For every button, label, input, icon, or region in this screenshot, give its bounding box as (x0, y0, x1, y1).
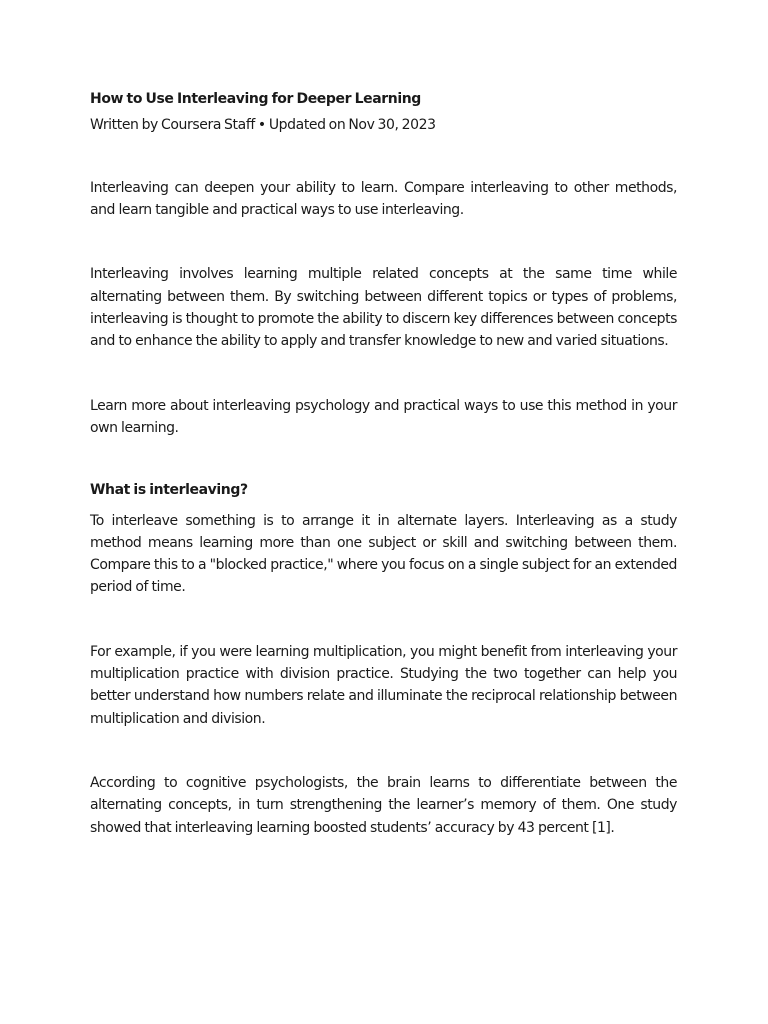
paragraph-2: Learn more about interleaving psychology and practical ways to use this method in your own learning. (90, 397, 677, 436)
document-page (90, 88, 677, 839)
paragraph-3: To interleave something is to arrange it in alternate layers. Interleaving as a study method means learning more than one subject or skill and switching between them. Compare this to a "blocked practice," where you focus on a single subject for an extended period of time. (90, 512, 677, 596)
paragraph-4: For example, if you were learning multiplication, you might benefit from interleaving your multiplication practice with division practice. Studying the two together can help you better understand how numbers relate and illuminate the reciprocal relationship between multiplication and division. (90, 643, 677, 727)
paragraph-5: According to cognitive psychologists, the brain learns to differentiate between the alternating concepts, in turn strengthening the learner’s memory of them. One study showed that interleaving learning boosted students’ accuracy by 43 percent [1]. (90, 774, 677, 836)
article-byline: Written by Coursera Staff • Updated on Nov 30, 2023 (90, 117, 436, 134)
article-title: How to Use Interleaving for Deeper Learning (90, 91, 421, 107)
section-heading: What is interleaving? (90, 482, 248, 499)
paragraph-1: Interleaving involves learning multiple related concepts at the same time while alternating between them. By switching between different topics or types of problems, interleaving is thought to promote the ability to discern key differences between concepts and to enhance the ability to apply and transfer knowledge to new and varied situations. (90, 266, 677, 350)
intro-paragraph: Interleaving can deepen your ability to learn. Compare interleaving to other methods, and learn tangible and practical ways to use interleaving. (90, 179, 677, 219)
